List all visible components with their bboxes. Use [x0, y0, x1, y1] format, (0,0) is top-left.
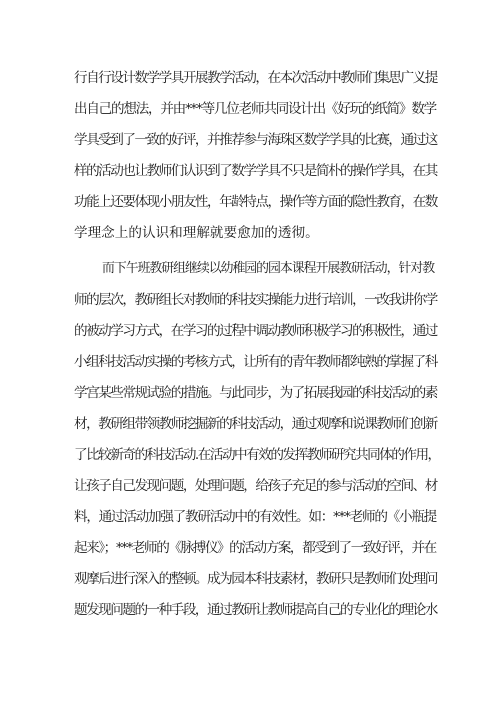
text-line-7: 而下午班教研组继续以幼稚园的园本课程开展教研活动，针对教: [102, 261, 435, 276]
text-line-2: 出自己的想法，并由***等几位老师共同设计出《好玩的纸简》数学: [74, 101, 437, 117]
text-line-14: 让孩子自己发现问题，处理问题，给孩子充足的参与活动的空间、材: [74, 478, 437, 494]
text-line-12: 材，教研组带领教师挖掘新的科技活动，通过观摩和说课教师们创新: [74, 416, 437, 432]
text-line-15: 料，通过活动加强了教研活动中的有效性。如：***老师的《小瓶提: [74, 509, 437, 525]
text-line-16: 起来》；***老师的《脉搏仪》的活动方案，都受到了一致好评，并在: [74, 540, 436, 556]
text-line-5: 功能上还要体现小朋友性，年龄特点，操作等方面的隐性教育，在数: [74, 194, 437, 210]
text-line-18: 题发现问题的一种手段，通过教研让教师提高自己的专业化的理论水: [74, 602, 437, 618]
text-line-3: 学具受到了一致的好评，并推荐参与海珠区数学学具的比赛，通过这: [74, 132, 437, 148]
text-line-10: 小组科技活动实操的考核方式，让所有的青年教师都纯熟的掌握了科: [74, 354, 437, 370]
text-line-11: 学宫某些常规试验的措施。与此同步，为了拓展我园的科技活动的素: [74, 385, 437, 401]
text-line-4: 样的活动也让教师们认识到了数学学具不只是简朴的操作学具，在其: [74, 163, 437, 179]
text-line-6: 学理念上的认识和理解就要愈加的透彻。: [74, 225, 319, 241]
text-line-13: 了比较新奇的科技活动.在活动中有效的发挥教师研究共同体的作用，: [74, 447, 440, 463]
text-line-9: 的被动学习方式，在学习的过程中调动教师积极学习的积极性，通过: [74, 323, 437, 339]
text-line-1: 行自行设计数学学具开展教学活动，在本次活动中教师们集思广义提: [74, 70, 437, 86]
text-line-17: 观摩后进行深入的整顿。成为园本科技素材，教研只是教师们处理问: [74, 571, 437, 587]
text-line-8: 师的层次，教研组长对教师的科技实操能力进行培训，一改我讲你学: [74, 292, 437, 308]
